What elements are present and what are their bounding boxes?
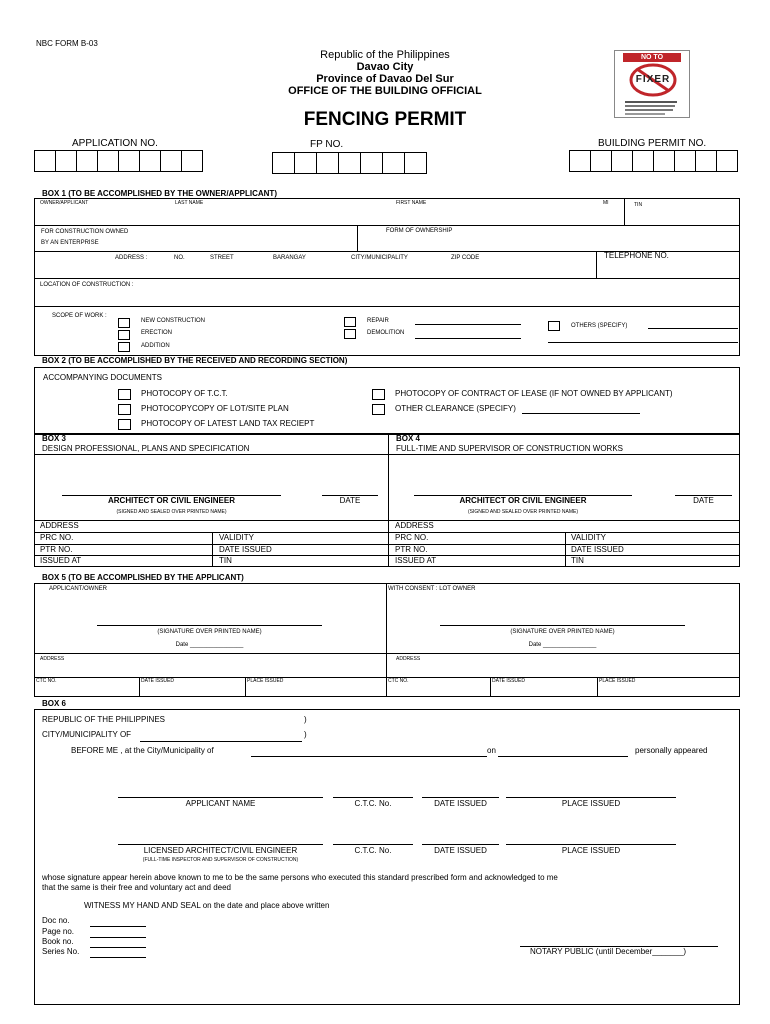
new-construction-checkbox[interactable]	[118, 318, 130, 328]
licensed-ctc-line[interactable]	[333, 844, 413, 845]
lease-checkbox[interactable]	[372, 389, 385, 400]
for-construction-label-1: FOR CONSTRUCTION OWNED	[41, 229, 129, 235]
address-barangay-label: BARANGAY	[273, 255, 306, 261]
before-me-date-line[interactable]	[498, 756, 628, 757]
lot-owner-ctc-place-label: PLACE ISSUED	[599, 678, 636, 684]
box4-tin-label: TIN	[571, 556, 584, 565]
address-field[interactable]	[35, 262, 595, 277]
tct-label: PHOTOCOPY OF T.C.T.	[141, 389, 228, 398]
box4-address-label: ADDRESS	[395, 521, 434, 530]
building-permit-no-digit[interactable]	[632, 150, 654, 172]
demolition-label: DEMOLITION	[367, 330, 405, 336]
owner-name-field[interactable]	[35, 207, 623, 225]
acknowledgment-text-2: that the same is their free and voluntary act and deed	[42, 883, 232, 892]
applicant-date-issued-line[interactable]	[422, 797, 499, 798]
lot-owner-address-field[interactable]	[387, 664, 739, 676]
page-no-line[interactable]	[90, 937, 146, 938]
accompanying-documents-label: ACCOMPANYING DOCUMENTS	[43, 373, 162, 382]
others-specify-line-2[interactable]	[548, 342, 738, 343]
box4-signed-sealed: (SIGNED AND SEALED OVER PRINTED NAME)	[467, 509, 579, 515]
location-field[interactable]	[35, 290, 739, 306]
box4-validity-label: VALIDITY	[571, 533, 606, 542]
application-no-label: APPLICATION NO.	[72, 138, 158, 149]
box3-address-label: ADDRESS	[40, 521, 79, 530]
applicant-address-field[interactable]	[35, 664, 385, 676]
addition-checkbox[interactable]	[118, 342, 130, 352]
lot-owner-signature-label: (SIGNATURE OVER PRINTED NAME)	[510, 629, 615, 635]
lot-owner-ctc-date-label: DATE ISSUED	[492, 678, 525, 684]
application-no-digit[interactable]	[76, 150, 98, 172]
form-of-ownership-field[interactable]	[358, 236, 739, 250]
new-construction-label: NEW CONSTRUCTION	[141, 318, 205, 324]
building-permit-no-digit[interactable]	[590, 150, 612, 172]
logo-top-text: NO TO	[640, 54, 664, 61]
application-no-digit[interactable]	[181, 150, 203, 172]
address-label: ADDRESS :	[115, 255, 148, 261]
lot-plan-checkbox[interactable]	[118, 404, 131, 415]
telephone-field[interactable]	[597, 262, 739, 277]
tct-checkbox[interactable]	[118, 389, 131, 400]
city-municipality-label: CITY/MUNICIPALITY OF	[42, 730, 132, 739]
licensed-name-line[interactable]	[118, 844, 323, 845]
building-permit-no-digit[interactable]	[611, 150, 633, 172]
box2-title: BOX 2 (TO BE ACCOMPLISHED BY THE RECEIVED AND RECORDING SECTION)	[42, 356, 348, 365]
box1-title: BOX 1 (TO BE ACCOMPLISHED BY THE OWNER/APPLICANT)	[42, 189, 277, 198]
box3-issued-at-label: ISSUED AT	[40, 556, 82, 565]
repair-checkbox[interactable]	[344, 317, 356, 327]
personally-appeared-label: personally appeared	[635, 746, 708, 755]
others-specify-line[interactable]	[648, 328, 738, 329]
book-no-label: Book no.	[42, 937, 74, 946]
erection-checkbox[interactable]	[118, 330, 130, 340]
mi-label: MI	[603, 200, 609, 206]
box4-subtitle: FULL-TIME AND SUPERVISOR OF CONSTRUCTION WORKS	[396, 444, 623, 453]
city-paren: )	[304, 730, 307, 739]
applicant-date-line[interactable]: Date ________________	[175, 642, 244, 648]
province-line: Province of Davao Del Sur	[316, 73, 454, 85]
demolition-specify-line[interactable]	[415, 338, 521, 339]
address-no-label: NO.	[174, 255, 185, 261]
fp-no-digit[interactable]	[272, 152, 295, 174]
licensed-place-issued-label: PLACE ISSUED	[561, 846, 621, 855]
address-city-label: CITY/MUNICIPALITY	[351, 255, 408, 261]
box3-signed-sealed: (SIGNED AND SEALED OVER PRINTED NAME)	[116, 509, 227, 515]
on-label: on	[487, 746, 496, 755]
applicant-place-issued-label: PLACE ISSUED	[561, 799, 621, 808]
erection-label: ERECTION	[141, 330, 173, 336]
box3-validity-label: VALIDITY	[219, 533, 254, 542]
form-code: NBC FORM B-03	[36, 39, 98, 48]
applicant-ctc-label: CTC NO.	[36, 678, 57, 684]
applicant-signature-label: (SIGNATURE OVER PRINTED NAME)	[157, 629, 262, 635]
box3-subtitle: DESIGN PROFESSIONAL, PLANS AND SPECIFICATION	[42, 444, 250, 453]
city-municipality-line[interactable]	[140, 741, 302, 742]
licensed-ctc-no-label: C.T.C. No.	[354, 846, 392, 855]
fp-no-digit[interactable]	[316, 152, 339, 174]
box4-date-issued-label: DATE ISSUED	[571, 545, 624, 554]
application-no-digit[interactable]	[34, 150, 56, 172]
box5-title: BOX 5 (TO BE ACCOMPLISHED BY THE APPLICANT)	[42, 573, 244, 582]
others-label: OTHERS (SPECIFY)	[571, 323, 628, 329]
box4-date-label: DATE	[693, 496, 714, 505]
licensed-place-issued-line[interactable]	[506, 844, 676, 845]
fp-no-digit[interactable]	[338, 152, 361, 174]
application-no-digit[interactable]	[118, 150, 140, 172]
doc-no-line[interactable]	[90, 926, 146, 927]
last-name-label: LAST NAME	[175, 200, 204, 206]
republic-ph-label: REPUBLIC OF THE PHILIPPINES	[42, 715, 165, 724]
applicant-ctc-place-label: PLACE ISSUED	[247, 678, 284, 684]
fp-no-digit[interactable]	[404, 152, 427, 174]
first-name-label: FIRST NAME	[396, 200, 427, 206]
other-clearance-checkbox[interactable]	[372, 404, 385, 415]
applicant-ctc-line[interactable]	[333, 797, 413, 798]
box4-title: BOX 4	[396, 434, 421, 443]
form-title: FENCING PERMIT	[303, 109, 467, 130]
application-no-digit[interactable]	[55, 150, 77, 172]
series-no-line[interactable]	[90, 957, 146, 958]
others-checkbox[interactable]	[548, 321, 560, 331]
box4-signatory-label: ARCHITECT OR CIVIL ENGINEER	[459, 496, 587, 505]
applicant-signature-line[interactable]	[97, 625, 322, 626]
notary-public-label: NOTARY PUBLIC (until December_______)	[530, 947, 687, 956]
city-line: Davao City	[356, 61, 414, 73]
full-time-inspector-label: (FULL-TIME INSPECTOR AND SUPERVISOR OF CONSTRUCTION)	[142, 857, 299, 863]
before-me-label: BEFORE ME , at the City/Municipality of	[71, 746, 214, 755]
page-no-label: Page no.	[42, 927, 75, 936]
fp-no-label: FP NO.	[310, 139, 344, 150]
applicant-name-label: APPLICANT NAME	[185, 799, 256, 808]
lot-owner-ctc-label: CTC NO.	[388, 678, 409, 684]
lot-owner-consent-label: WITH CONSENT : LOT OWNER	[388, 586, 476, 592]
application-no-digit[interactable]	[139, 150, 161, 172]
box3-date-issued-label: DATE ISSUED	[219, 545, 272, 554]
lot-plan-label: PHOTOCOPYCOPY OF LOT/SITE PLAN	[141, 404, 289, 413]
address-street-label: STREET	[210, 255, 234, 261]
applicant-ctc-date-label: DATE ISSUED	[141, 678, 174, 684]
logo-word: FIXER	[635, 74, 671, 85]
box3-signatory-label: ARCHITECT OR CIVIL ENGINEER	[108, 496, 235, 505]
application-no-digit[interactable]	[97, 150, 119, 172]
building-permit-no-digit[interactable]	[716, 150, 738, 172]
telephone-no-label: TELEPHONE NO.	[604, 251, 669, 260]
fp-no-digit[interactable]	[294, 152, 317, 174]
box3-tin-label: TIN	[219, 556, 232, 565]
address-zip-label: ZIP CODE	[451, 255, 480, 261]
building-permit-no-digit[interactable]	[653, 150, 675, 172]
witness-text: WITNESS MY HAND AND SEAL on the date and place above written	[84, 901, 330, 910]
repair-specify-line[interactable]	[415, 324, 521, 325]
republic-paren: )	[304, 715, 307, 724]
applicant-address-label: ADDRESS	[40, 656, 65, 662]
building-permit-no-digit[interactable]	[569, 150, 591, 172]
series-no-label: Series No.	[42, 947, 80, 956]
lot-owner-date-line[interactable]: Date ________________	[528, 642, 597, 648]
scope-of-work-label: SCOPE OF WORK :	[52, 313, 107, 319]
licensed-architect-label: LICENSED ARCHITECT/CIVIL ENGINEER	[143, 846, 298, 855]
for-construction-label-2: BY AN ENTERPRISE	[41, 240, 99, 246]
lot-owner-address-label: ADDRESS	[396, 656, 421, 662]
box3-prc-label: PRC NO.	[40, 533, 74, 542]
applicant-place-issued-line[interactable]	[506, 797, 676, 798]
box3-date-label: DATE	[339, 496, 361, 505]
demolition-checkbox[interactable]	[344, 329, 356, 339]
applicant-ctc-no-label: C.T.C. No.	[354, 799, 392, 808]
licensed-date-issued-line[interactable]	[422, 844, 499, 845]
location-label: LOCATION OF CONSTRUCTION :	[40, 282, 134, 288]
applicant-date-issued-label: DATE ISSUED	[434, 799, 487, 808]
land-tax-checkbox[interactable]	[118, 419, 131, 430]
republic-line: Republic of the Philippines	[320, 49, 450, 61]
box6-title: BOX 6	[42, 699, 67, 708]
lease-label: PHOTOCOPY OF CONTRACT OF LEASE (IF NOT OWNED BY APPLICANT)	[395, 389, 673, 398]
fp-no-digit[interactable]	[360, 152, 383, 174]
no-fixer-logo	[614, 50, 690, 118]
building-permit-no-digit[interactable]	[695, 150, 717, 172]
acknowledgment-text-1: whose signature appear herein above known to me to be the same persons who executed this standard prescribed form and acknowledged to me	[42, 873, 558, 882]
licensed-date-issued-label: DATE ISSUED	[434, 846, 487, 855]
application-no-digit[interactable]	[160, 150, 182, 172]
building-permit-no-digit[interactable]	[674, 150, 696, 172]
box4-ptr-label: PTR NO.	[395, 545, 428, 554]
office-line: OFFICE OF THE BUILDING OFFICIAL	[288, 85, 482, 97]
owner-applicant-label: OWNER/APPLICANT	[40, 200, 89, 206]
repair-label: REPAIR	[367, 318, 389, 324]
land-tax-label: PHOTOCOPY OF LATEST LAND TAX RECIEPT	[141, 419, 315, 428]
building-permit-no-label: BUILDING PERMIT NO.	[598, 138, 707, 149]
before-me-city-line[interactable]	[251, 756, 487, 757]
tin-label: TIN	[634, 202, 643, 208]
box3-ptr-label: PTR NO.	[40, 545, 73, 554]
box4-issued-at-label: ISSUED AT	[395, 556, 437, 565]
box3-title: BOX 3	[42, 434, 67, 443]
box4-prc-label: PRC NO.	[395, 533, 429, 542]
fp-no-digit[interactable]	[382, 152, 405, 174]
book-no-line[interactable]	[90, 947, 146, 948]
other-clearance-line[interactable]	[522, 413, 640, 414]
lot-owner-signature-line[interactable]	[440, 625, 685, 626]
addition-label: ADDITION	[141, 343, 170, 349]
applicant-name-line[interactable]	[118, 797, 323, 798]
other-clearance-label: OTHER CLEARANCE (SPECIFY)	[395, 404, 516, 413]
form-of-ownership-label: FORM OF OWNERSHIP	[386, 228, 453, 234]
doc-no-label: Doc no.	[42, 916, 70, 925]
applicant-owner-label: APPLICANT/OWNER	[49, 586, 108, 592]
